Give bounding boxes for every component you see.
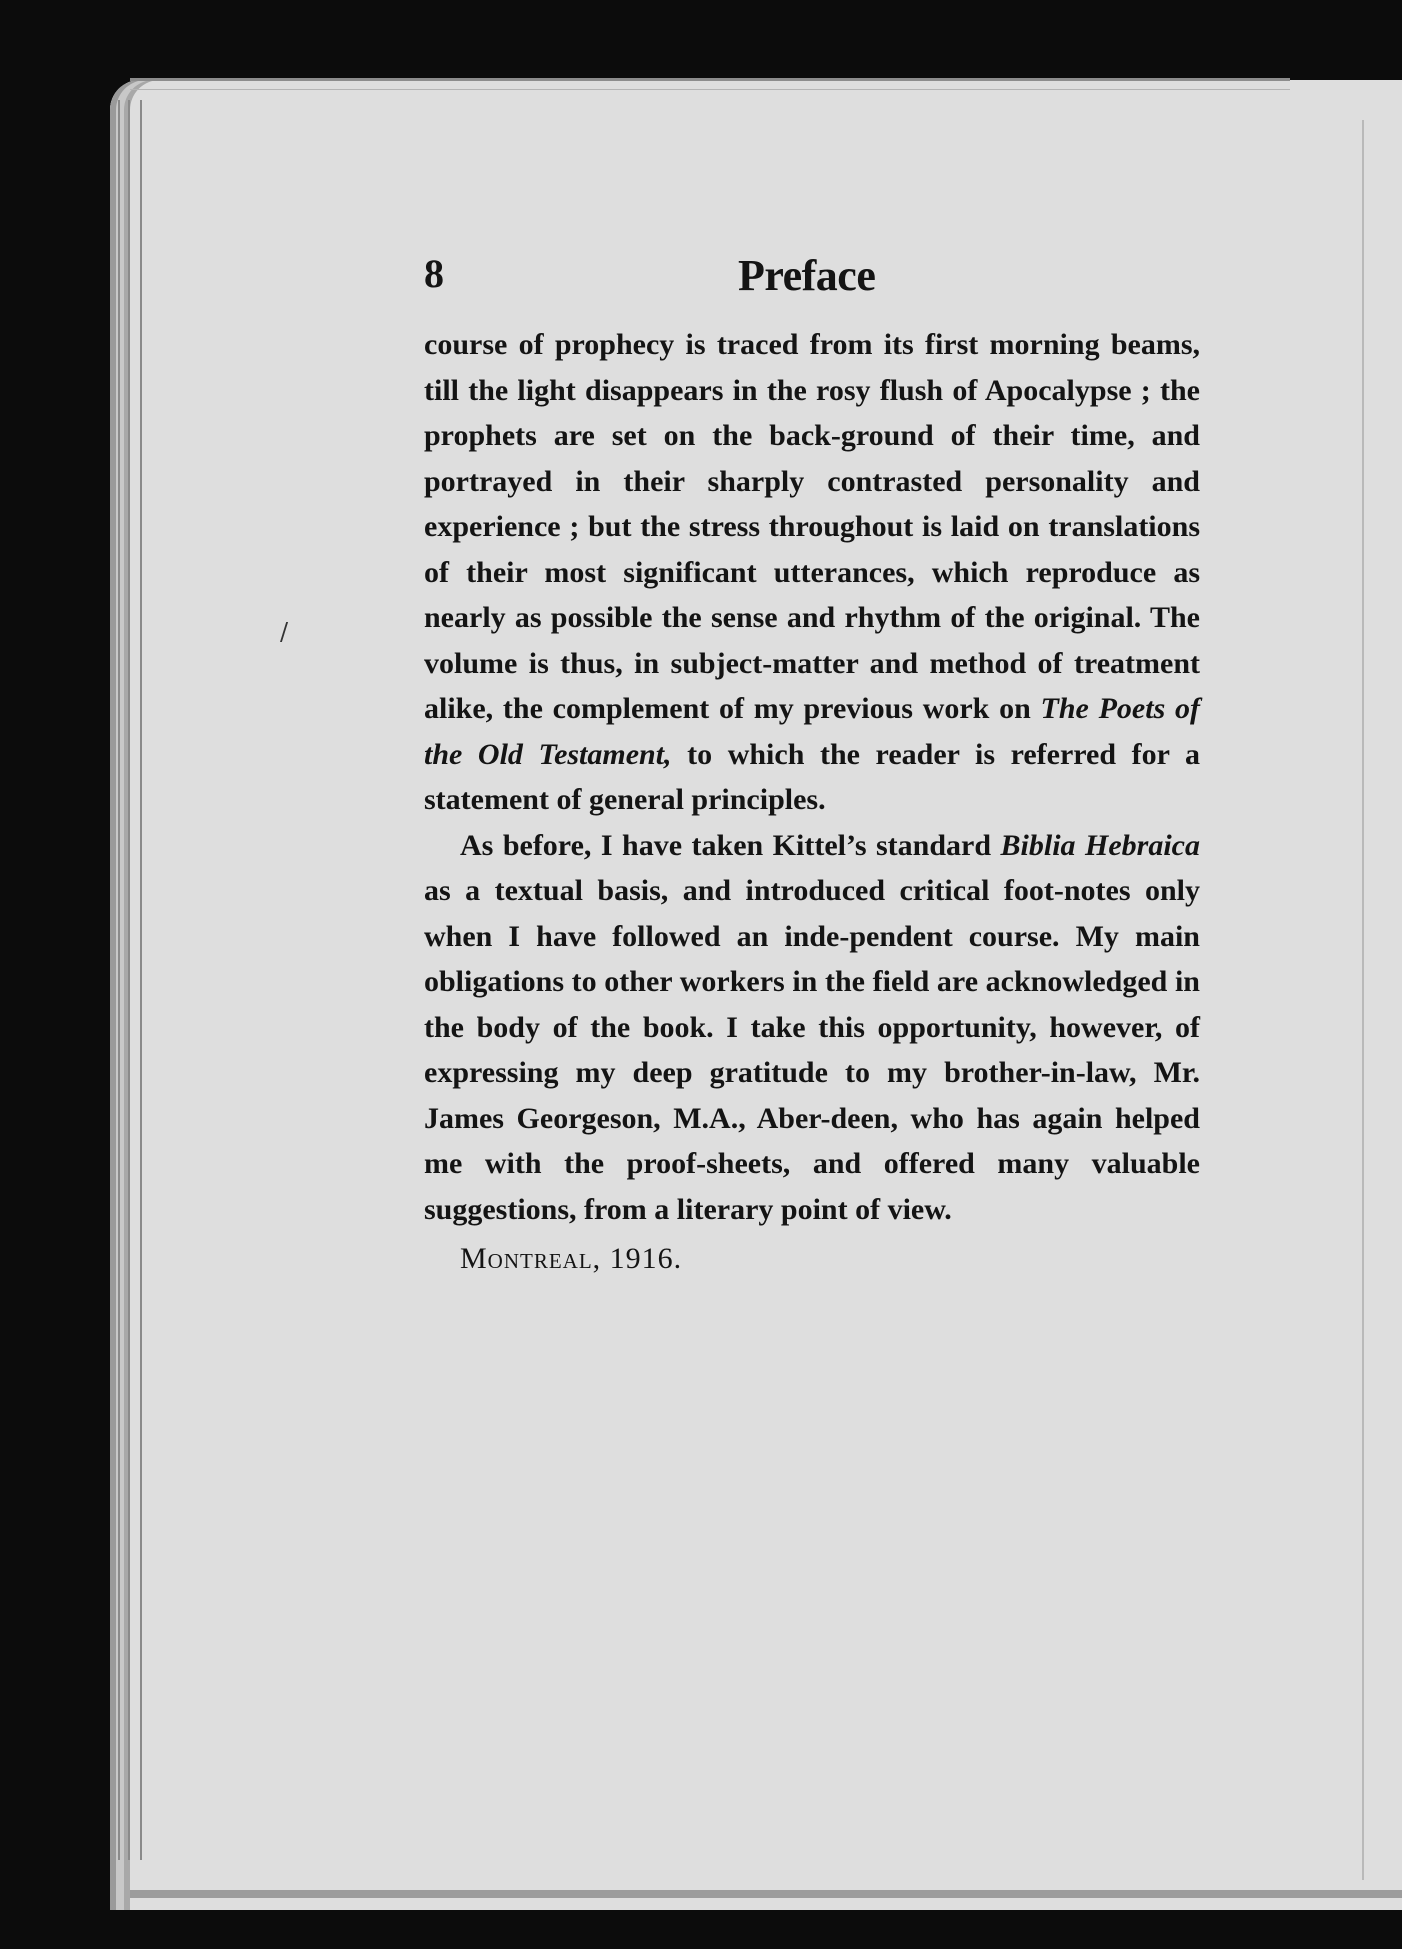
paragraph-1-text: course of prophecy is traced from its first morning beams, till the light disappears in the rosy flush of Apocalypse ; the prophets are set on the back-ground of their time, and portrayed in their sharply contrasted personality and experience ; but the stress throughout is laid on translations of their most significant utterances, which reproduce as nearly as possible the sense and rhythm of the original. The volume is thus, in subject-matter and method of treatment alike, the complement of my previous work on bbox=[424, 328, 1200, 725]
page-content bbox=[424, 250, 1200, 1282]
book-title-italic: Biblia Hebraica bbox=[1000, 828, 1201, 862]
page-spine-line bbox=[140, 100, 142, 1860]
page-top-edge bbox=[130, 78, 1290, 90]
page-spine-line bbox=[128, 100, 130, 1860]
running-head bbox=[424, 250, 1200, 310]
page-spine-line bbox=[118, 100, 120, 1860]
page-number: 8 bbox=[424, 251, 444, 296]
place-date-signoff: Montreal, 1916. bbox=[460, 1242, 683, 1275]
page-title: Preface bbox=[738, 251, 876, 300]
stray-pencil-mark: / bbox=[280, 618, 289, 646]
page-bottom-shadow bbox=[130, 1890, 1402, 1898]
paragraph-2-text-end: as a textual basis, and introduced critical foot-notes only when I have followed an inde-pendent course. My main obligations to other workers in the field are acknowledged in the body of the book. I take this opportunity, however, of expressing my deep gratitude to my brother-in-law, Mr. James Georgeson, M.A., Aber-deen, who has again helped me with the proof-sheets, and offered many valuable suggestions, from a literary point of view. bbox=[424, 874, 1200, 1226]
page-right-edge bbox=[1362, 120, 1364, 1880]
book-title-italic: The Poets of the Old Testament, bbox=[424, 692, 1200, 771]
paragraph-1-text-end: to which the reader is referred for a statement of general principles. bbox=[424, 737, 1200, 816]
paragraph-2 bbox=[424, 823, 1200, 1233]
paragraph-2-text: As before, I have taken Kittel’s standard bbox=[460, 828, 1001, 862]
paragraph-1 bbox=[424, 322, 1200, 823]
